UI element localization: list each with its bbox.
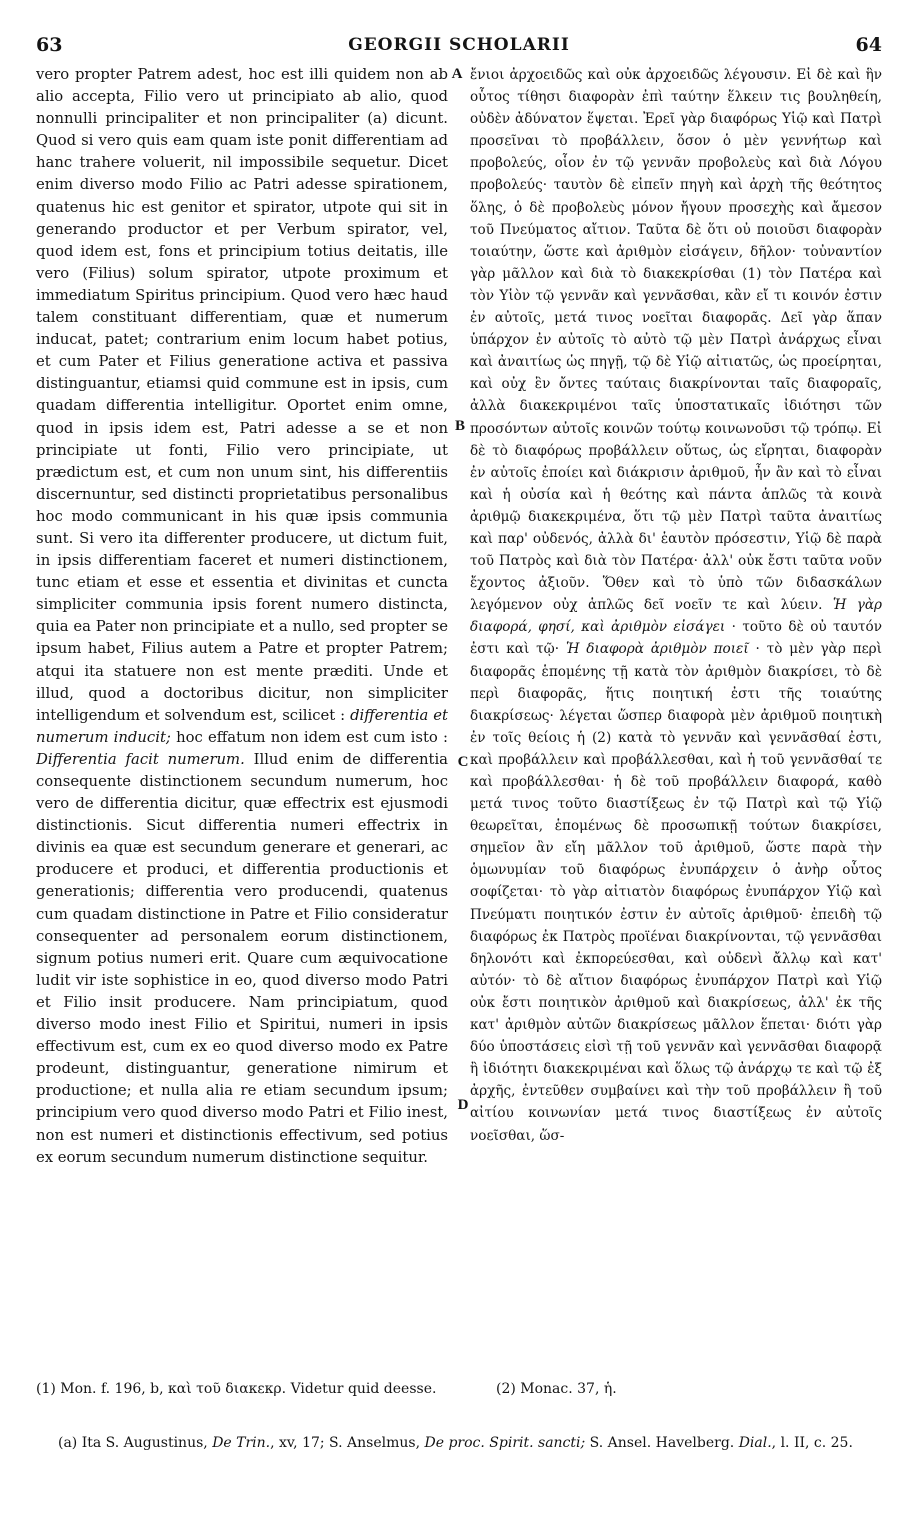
footnote-a-title-1: De Trin. <box>212 1435 271 1451</box>
margin-letter-a: A <box>451 66 463 82</box>
latin-text: vero propter Patrem adest, hoc est illi quidem non ab alio accepta, Filio vero ut principiato ab alio, quod nonnulli principaliter et non principaliter (a) dicunt. Quod si vero quis eam quam iste ponit differentiam ad hanc trahere voluerit, nil impossibile sequetur. Dicet enim diverso modo Filio ac Patri adesse spirationem, quatenus hic est genitor et spirator, utpote qui sit in generando productor et per Verbum spirator, vel, quod idem est, fons et principium totius deitatis, ille vero (Filius) solum spirator, utpote proximum et immediatum Spiritus principium. Quod vero hæc haud talem constituant differentiam, quæ et numerum inducat, patet; contrarium enim locum habet potius, et cum Pater et Filius generatione activa et passiva distinguantur, etiamsi quid commune est in ipsis, cum quadam differentia intelligitur. Oportet enim omne, quod in ipsis idem est, Patri adesse a se et non principiate ut fonti, Filio vero principiate, ut prædictum est, et cum non unum sint, his differentiis discernuntur, sed distincti proprietatibus personalibus hoc modo communicant in his quæ ipsis communia sunt. Si vero ita differenter producere, ut dictum fuit, in ipsis differentiam faceret et numeri distinctionem, tunc etiam et esse et essentia et divinitas et cuncta simpliciter communia ipsis forent numero distincta, quia ea Pater non principiate et a nullo, sed propter se ipsum habet, Filius autem a Patre et propter Patrem; atqui ita statuere non est mente præditi. Unde et illud, quod a doctoribus dicitur, non simpliciter intelligendum et solvendum est, scilicet : <box>36 66 448 724</box>
latin-paragraph <box>36 64 448 1169</box>
footnote-a-title-2: De proc. Spirit. sancti; <box>424 1435 586 1451</box>
latin-text-mid: hoc effatum non idem est cum isto : <box>170 728 448 746</box>
greek-quote-2: Ἡ διαφορὰ ἀριθμὸν ποιεῖ <box>565 641 749 658</box>
running-header <box>36 34 882 64</box>
page-number-right: 64 <box>855 34 882 56</box>
footnote-a-text <box>36 1434 882 1452</box>
greek-quote-1: Ἡ γὰρ διαφορά, φησί, καὶ ἀριθμὸν εἰσάγει <box>470 597 882 636</box>
greek-text: ἔνιοι ἀρχοειδῶς καὶ οὐκ ἀρχοειδῶς λέγουσιν. Εἰ δὲ καὶ ἣν οὗτος τίθησι διαφορὰν ἐπὶ ταύτην ἕλκειν τις βουληθείη, οὐδὲν ἀδύνατον ἕψεται. Ἐρεῖ γὰρ διαφόρως Υἱῷ καὶ Πατρὶ προσεῖναι τὸ προβάλλειν, ὅσον ὁ μὲν γεννήτωρ καὶ προβολεύς, οἷον ἐν τῷ γεννᾶν προβολεὺς καὶ διὰ Λόγου προβολεύς· ταυτὸν δὲ εἰπεῖν πηγὴ καὶ ἀρχὴ τῆς θεότητος ὅλης, ὁ δὲ προβολεὺς μόνον ἤγουν προσεχὴς καὶ ἄμεσον τοῦ Πνεύματος αἴτιον. Ταῦτα δὲ ὅτι οὐ ποιοῦσι διαφορὰν τοιαύτην, ὥστε καὶ ἀριθμὸν εἰσάγειν, δῆλον· τοὐναντίον γὰρ μᾶλλον καὶ διὰ τὸ διακεκρίσθαι (1) τὸν Πατέρα καὶ τὸν Υἱὸν τῷ γεννᾶν καὶ γεννᾶσθαι, κἂν εἴ τι κοινόν ἐστιν ἐν αὐτοῖς, μετά τινος νοεῖται διαφορᾶς. Δεῖ γὰρ ἅπαν ὑπάρχον ἐν αὐτοῖς τὸ αὐτὸ τῷ μὲν Πατρὶ ἀνάρχως εἶναι καὶ ἀναιτίως ὡς πηγῇ, τῷ δὲ Υἱῷ αἰτιατῶς, ὡς προείρηται, καὶ οὐχ ἓν ὄντες ταύταις διακρίνονται ταῖς διαφοραῖς, ἀλλὰ διακεκριμένοι ταῖς ὑποστατικαῖς ἰδιότησι τῶν προσόντων αὐτοῖς κοινῶν τούτῳ κοινωνοῦσι τῷ τρόπῳ. Εἰ δὲ τὸ διαφόρως προβάλλειν οὕτως, ὡς εἴρηται, διαφορὰν ἐν αὐτοῖς ἐποίει καὶ διάκρισιν ἀριθμοῦ, ἦν ἂν καὶ τὸ εἶναι καὶ ἡ οὐσία καὶ ἡ θεότης καὶ πάντα ἁπλῶς τὰ κοινὰ ἀριθμῷ διακεκριμένα, ὅτι τῷ μὲν Πατρὶ ταῦτα ἀναιτίως καὶ παρ' οὐδενός, ἀλλὰ δι' ἑαυτὸν πρόσεστιν, Υἱῷ δὲ παρὰ τοῦ Πατρὸς καὶ διὰ τὸν Πατέρα· ἀλλ' οὐκ ἔστι ταῦτα νοῦν ἔχοντος ἀξιοῦν. Ὅθεν καὶ τὸ ὑπὸ τῶν διδασκάλων λεγόμενον οὐχ ἁπλῶς δεῖ νοεῖν τε καὶ λύειν. <box>470 67 882 614</box>
footnote-a-title-3: Dial. <box>738 1435 772 1451</box>
footnote-a-suffix: , l. II, c. 25. <box>771 1435 853 1451</box>
greek-text-mid: · τοῦτο δὲ οὐ ταυτόν ἐστι καὶ τῷ· <box>470 619 882 658</box>
greek-paragraph <box>470 64 882 1147</box>
page-number-left: 63 <box>36 34 63 56</box>
margin-letter-b: B <box>454 418 465 434</box>
footnote-a-mid-1: , xv, 17; S. Anselmus, <box>270 1435 425 1451</box>
latin-text-tail: Illud enim de differentia consequente distinctionem secundum numerum, hoc vero de differentia dicitur, quæ effectrix est ejusmodi distinctionis. Sicut differentia numeri effectrix in divinis ea quæ est secundum generare et generari, ac producere et produci, et differentia productionis et generationis; differentia vero producendi, quatenus cum quadam distinctione in Patre et Filio consideratur consequenter ad personalem eorum distinctionem, signum potius numeri erit. Quare cum æquivocatione ludit vir iste sophistice in eo, quod diverso modo Patri et Filio insit producere. Nam principiatum, quod diverso modo inest Filio et Spiritui, numeri in ipsis effectivum est, cum ex eo quod diverso modo ex Patre prodeunt, distinguantur, generatione nimirum et productione; et nulla alia re etiam secundum ipsum; principium vero quod diverso modo Patri et Filio inest, non est numeri et distinctionis effectivum, sed potius ex eorum secundum numerum distinctione sequitur. <box>36 750 448 1166</box>
footnote-a-prefix: (a) Ita S. Augustinus, <box>58 1435 213 1451</box>
latin-column <box>36 64 448 1354</box>
greek-text-tail: · τὸ μὲν γὰρ περὶ διαφορᾶς ἑπομένης τῇ κατὰ τὸν ἀριθμὸν διακρίσει, τὸ δὲ περὶ διαφορᾶς, ἥτις ποιητική ἐστι τῆς τοιαύτης διακρίσεως· λέγεται ὥσπερ διαφορὰ μὲν ἀριθμοῦ ποιητικὴ ἐν τοῖς θείοις ἡ (2) κατὰ τὸ γεννᾶν καὶ γεννᾶσθαί ἐστι, καὶ προβάλλειν καὶ προβάλλεσθαι, καὶ ἡ τοῦ γεννᾶσθαί τε καὶ προβάλλεσθαι· ἡ δὲ τοῦ προβάλλειν διαφορά, καθὸ μετά τινος τοῦτο διαστίξεως ἐν τῷ Πατρὶ καὶ τῷ Υἱῷ θεωρεῖται, ἑπομένως δὲ προσωπικῇ τούτων διακρίσει, σημεῖον ἂν εἴη μᾶλλον τοῦ ἀριθμοῦ, ὥστε παρὰ τὴν ὁμωνυμίαν τοῦ διαφόρως ἐνυπάρχειν ὁ ἀνὴρ οὗτος σοφίζεται· τὸ γὰρ αἰτιατὸν διαφόρως ἐνυπάρχον Υἱῷ καὶ Πνεύματι ποιητικόν ἐστιν ἐν αὐτοῖς ἀριθμοῦ· ἐπειδὴ τῷ διαφόρως ἐκ Πατρὸς προϊέναι διακρίνονται, τῷ γεννᾶσθαι δηλονότι καὶ ἐκπορεύεσθαι, καὶ οὐδενὶ ἄλλῳ καὶ κατ' αὐτόν· τὸ δὲ αἴτιον διαφόρως ἐνυπάρχον Πατρὶ καὶ Υἱῷ οὐκ ἔστι ποιητικὸν ἀριθμοῦ καὶ διακρίσεως, ἀλλ' ἐκ τῆς κατ' ἀριθμὸν αὐτῶν διακρίσεως μᾶλλον ἕπεται· διότι γὰρ δύο ὑποστάσεις εἰσὶ τῇ τοῦ γεννᾶν καὶ γεννᾶσθαι διαφορᾷ ἢ ἰδιότητι διακεκριμέναι καὶ ὅλως τῷ ἀνάρχῳ τε καὶ τῷ ἐξ ἀρχῆς, ἐντεῦθεν συμβαίνει καὶ τὴν τοῦ προβάλλειν ἢ τοῦ αἰτίου κοινωνίαν μετά τινος διαστίξεως ἐν αὐτοῖς νοεῖσθαι, ὥσ- <box>470 641 882 1144</box>
footnote-2: (2) Monac. 37, ἡ. <box>496 1381 617 1397</box>
margin-letter-c: C <box>457 754 469 770</box>
running-title: GEORGII SCHOLARII <box>348 35 570 55</box>
footnote-1: (1) Mon. f. 196, b, καὶ τοῦ διακεκρ. Videtur quid deesse. <box>36 1381 437 1397</box>
latin-quote-2: Differentia facit numerum. <box>36 750 245 768</box>
margin-letter-d: D <box>457 1097 469 1113</box>
footnote-a-mid-2: S. Ansel. Havelberg. <box>585 1435 739 1451</box>
footnote-a <box>36 1434 882 1452</box>
latin-quote-1: differentia et numerum inducit; <box>36 706 448 746</box>
greek-column <box>470 64 882 1354</box>
